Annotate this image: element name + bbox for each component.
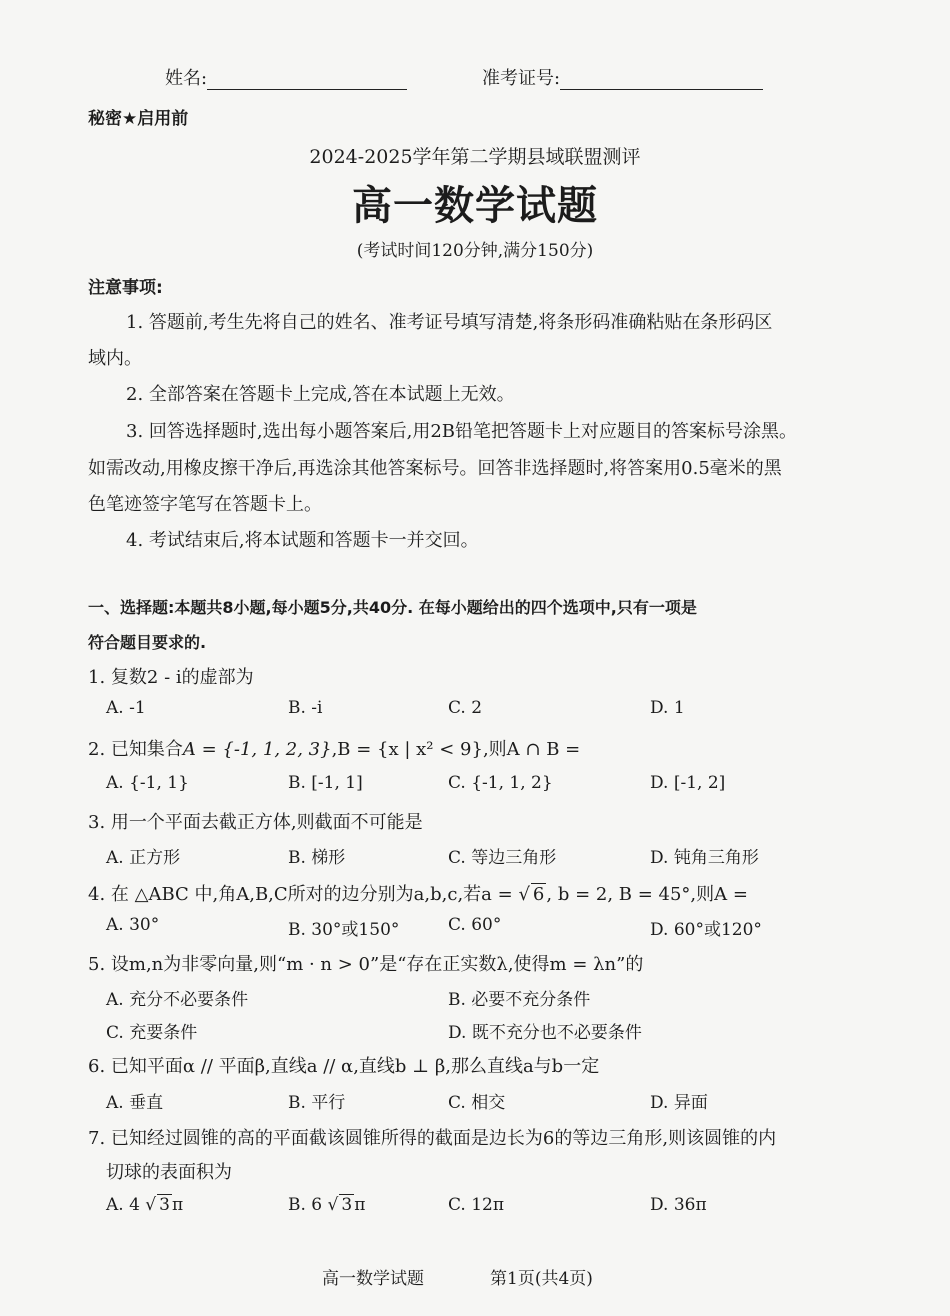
note-1a: 1. 答题前,考生先将自己的姓名、准考证号填写清楚,将条形码准确粘贴在条形码区 <box>126 312 773 333</box>
q7-b-radicand: 3 <box>341 1195 353 1215</box>
q4-stem-suffix: , b = 2, B = 45°,则A = <box>546 884 748 905</box>
q2-option-a[interactable]: A. {-1, 1} <box>106 773 189 793</box>
question-7-stem: 7. 已知经过圆锥的高的平面截该圆锥所得的截面是边长为6的等边三角形,则该圆锥的内 <box>88 1128 777 1149</box>
q7-a-suffix: π <box>171 1195 184 1215</box>
q3-option-d[interactable]: D. 钝角三角形 <box>650 848 759 868</box>
exam-title: 2024-2025学年第二学期县域联盟测评 <box>309 146 641 168</box>
q1-option-c[interactable]: C. 2 <box>448 698 483 718</box>
footer-page: 第1页(共4页) <box>490 1269 593 1289</box>
section-1-heading-cont: 符合题目要求的. <box>88 633 207 652</box>
q4-option-c[interactable]: C. 60° <box>448 915 502 935</box>
name-field[interactable] <box>165 64 407 90</box>
exam-id-field[interactable] <box>482 64 763 90</box>
q7-a-sqrt-sign: √ <box>139 1195 157 1215</box>
footer-subject: 高一数学试题 <box>322 1269 424 1289</box>
exam-id-label: 准考证号: <box>482 68 561 89</box>
question-4-stem <box>88 880 748 906</box>
q5-option-c[interactable]: C. 充要条件 <box>106 1023 198 1043</box>
note-1b: 域内。 <box>88 348 142 369</box>
q1-option-a[interactable]: A. -1 <box>106 698 146 718</box>
q2-stem-suffix: ,则A ∩ B = <box>482 739 581 760</box>
question-5-stem: 5. 设m,n为非零向量,则“m · n > 0”是“存在正实数λ,使得m = λn”的 <box>88 954 644 975</box>
q5-option-d[interactable]: D. 既不充分也不必要条件 <box>448 1023 642 1043</box>
question-6-stem: 6. 已知平面α // 平面β,直线a // α,直线b ⊥ β,那么直线a与b一定 <box>88 1056 600 1077</box>
q7-option-c[interactable]: C. 12π <box>448 1195 505 1215</box>
q7-option-b[interactable] <box>288 1195 365 1215</box>
question-1-stem: 1. 复数2 - i的虚部为 <box>88 667 254 688</box>
q2-option-b[interactable]: B. [-1, 1] <box>288 773 363 793</box>
q6-option-c[interactable]: C. 相交 <box>448 1093 506 1113</box>
exam-info: (考试时间120分钟,满分150分) <box>356 241 594 261</box>
q7-a-radicand: 3 <box>159 1195 170 1215</box>
q7-b-suffix: π <box>354 1195 366 1215</box>
q3-option-b[interactable]: B. 梯形 <box>288 848 346 868</box>
q5-option-a[interactable]: A. 充分不必要条件 <box>106 990 249 1010</box>
q7-option-a[interactable] <box>106 1195 183 1215</box>
q7-b-prefix: B. 6 <box>288 1195 323 1215</box>
note-3a: 3. 回答选择题时,选出每小题答案后,用2B铅笔把答题卡上对应题目的答案标号涂黑。 <box>126 421 798 442</box>
q4-option-b[interactable]: B. 30°或150° <box>288 920 400 940</box>
q2-set-b: ,B = {x | x² < 9} <box>331 739 483 760</box>
q2-set-a: A = {-1, 1, 2, 3} <box>182 739 332 760</box>
question-2-stem <box>88 735 580 761</box>
q2-option-c[interactable]: C. {-1, 1, 2} <box>448 773 553 793</box>
q4-option-d[interactable]: D. 60°或120° <box>650 920 762 940</box>
q7-a-prefix: A. 4 <box>106 1195 140 1215</box>
q6-option-b[interactable]: B. 平行 <box>288 1093 346 1113</box>
q1-option-b[interactable]: B. -i <box>288 698 323 718</box>
confidential-mark: 秘密★启用前 <box>88 109 189 129</box>
notes-heading: 注意事项: <box>88 278 163 298</box>
q3-option-a[interactable]: A. 正方形 <box>106 848 181 868</box>
note-3b: 如需改动,用橡皮擦干净后,再选涂其他答案标号。回答非选择题时,将答案用0.5毫米的黑 <box>88 458 782 479</box>
q2-stem-prefix: 2. 已知集合 <box>88 739 183 760</box>
q2-option-d[interactable]: D. [-1, 2] <box>650 773 726 793</box>
subject-title: 高一数学试题 <box>352 182 598 229</box>
q5-option-b[interactable]: B. 必要不充分条件 <box>448 990 591 1010</box>
note-2: 2. 全部答案在答题卡上完成,答在本试题上无效。 <box>126 384 515 405</box>
q7-b-sqrt-sign: √ <box>322 1195 339 1215</box>
exam-id-line[interactable] <box>560 69 763 90</box>
q7-option-d[interactable]: D. 36π <box>650 1195 707 1215</box>
q4-stem-prefix: 4. 在 △ABC 中,角A,B,C所对的边分别为a,b,c,若a = <box>88 884 519 905</box>
q6-option-a[interactable]: A. 垂直 <box>106 1093 164 1113</box>
q1-option-d[interactable]: D. 1 <box>650 698 685 718</box>
q4-radicand: 6 <box>532 884 545 905</box>
q4-sqrt-sign: √ <box>518 884 530 905</box>
note-3c: 色笔迹签字笔写在答题卡上。 <box>88 494 322 515</box>
q4-option-a[interactable]: A. 30° <box>106 915 160 935</box>
name-label: 姓名: <box>165 68 208 89</box>
question-7-stem-cont: 切球的表面积为 <box>106 1162 232 1183</box>
note-4: 4. 考试结束后,将本试题和答题卡一并交回。 <box>126 530 479 551</box>
name-line[interactable] <box>207 69 407 90</box>
q3-option-c[interactable]: C. 等边三角形 <box>448 848 557 868</box>
section-1-heading: 一、选择题:本题共8小题,每小题5分,共40分. 在每小题给出的四个选项中,只有一项是 <box>88 598 697 617</box>
q6-option-d[interactable]: D. 异面 <box>650 1093 708 1113</box>
question-3-stem: 3. 用一个平面去截正方体,则截面不可能是 <box>88 812 423 833</box>
